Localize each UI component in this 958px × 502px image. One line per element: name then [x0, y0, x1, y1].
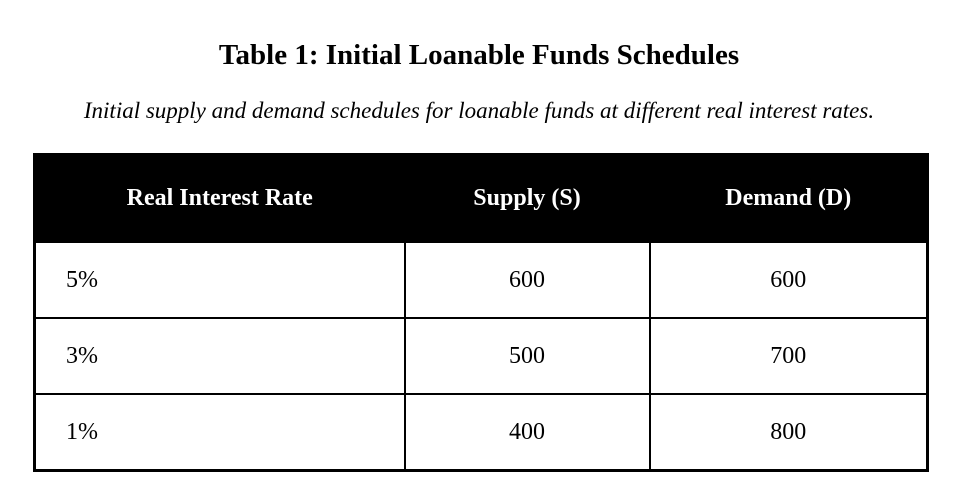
cell-supply: 500	[405, 318, 650, 394]
loanable-funds-table	[33, 153, 929, 472]
cell-demand: 700	[650, 318, 928, 394]
header-supply: Supply (S)	[405, 155, 650, 243]
header-real-interest-rate: Real Interest Rate	[35, 155, 405, 243]
cell-rate: 5%	[35, 242, 405, 318]
cell-supply: 400	[405, 394, 650, 471]
table-row	[35, 394, 928, 471]
table-caption: Initial supply and demand schedules for loanable funds at different real interest rates.	[83, 98, 875, 123]
table-row	[35, 318, 928, 394]
table-body	[35, 242, 928, 471]
cell-rate: 3%	[35, 318, 405, 394]
header-demand: Demand (D)	[650, 155, 928, 243]
cell-demand: 800	[650, 394, 928, 471]
cell-demand: 600	[650, 242, 928, 318]
table-title: Table 1: Initial Loanable Funds Schedules	[218, 39, 740, 71]
cell-supply: 600	[405, 242, 650, 318]
header-row	[35, 155, 928, 243]
table-header	[35, 155, 928, 243]
table-row	[35, 242, 928, 318]
cell-rate: 1%	[35, 394, 405, 471]
